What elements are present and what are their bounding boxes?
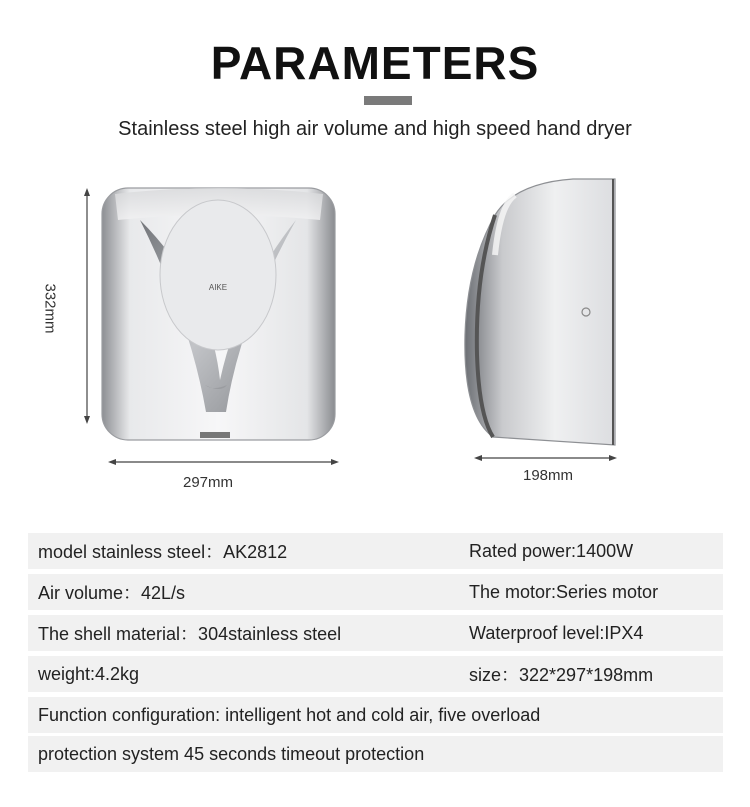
page-subtitle: Stainless steel high air volume and high speed hand dryer bbox=[118, 118, 632, 140]
depth-dimension-label: 198mm bbox=[523, 467, 574, 484]
function-line-2: protection system 45 seconds timeout protection bbox=[28, 736, 723, 772]
function-line-1: Function configuration: intelligent hot and cold air, five overload bbox=[28, 697, 723, 733]
hand-dryer-side-image bbox=[455, 175, 625, 465]
spec-row bbox=[28, 656, 723, 692]
spec-rated-power: Rated power:1400W bbox=[469, 540, 634, 561]
spec-table bbox=[28, 533, 723, 775]
spec-waterproof: Waterproof level:IPX4 bbox=[469, 622, 644, 643]
spec-shell-material: The shell material：304stainless steel bbox=[38, 624, 342, 644]
spec-weight: weight:4.2kg bbox=[38, 663, 140, 684]
spec-row bbox=[28, 533, 723, 569]
spec-size: size：322*297*198mm bbox=[469, 665, 654, 685]
height-dimension-label: 332mm bbox=[41, 283, 59, 334]
spec-air-volume: Air volume：42L/s bbox=[38, 583, 186, 603]
hand-dryer-front-image bbox=[40, 180, 350, 500]
page-title: PARAMETERS bbox=[210, 37, 540, 89]
title-underline bbox=[364, 96, 412, 105]
brand-logo: AIKE bbox=[208, 283, 228, 292]
spec-row bbox=[28, 574, 723, 610]
spec-motor: The motor:Series motor bbox=[469, 581, 659, 602]
width-dimension-label: 297mm bbox=[183, 474, 234, 491]
spec-row bbox=[28, 615, 723, 651]
spec-model: model stainless steel：AK2812 bbox=[38, 542, 288, 562]
